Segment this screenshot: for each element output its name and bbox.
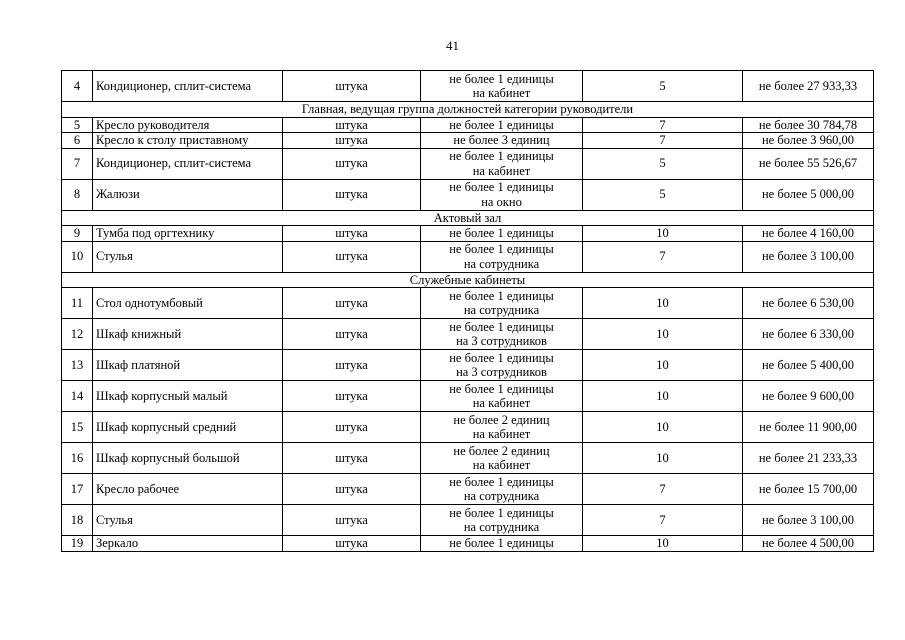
unit-cell: штука [283, 536, 421, 552]
quantity-line: на кабинет [472, 458, 531, 472]
row-number: 5 [62, 117, 93, 133]
price-cell: не более 27 933,33 [743, 71, 874, 102]
item-name: Кресло рабочее [93, 474, 283, 505]
price-cell: не более 11 900,00 [743, 412, 874, 443]
unit-cell: штука [283, 117, 421, 133]
item-name: Стулья [93, 505, 283, 536]
unit-cell: штука [283, 71, 421, 102]
quantity-cell [421, 412, 583, 443]
price-cell: не более 5 400,00 [743, 350, 874, 381]
price-cell: не более 21 233,33 [743, 443, 874, 474]
quantity-line: на 3 сотрудников [456, 365, 547, 379]
item-name: Кресло руководителя [93, 117, 283, 133]
price-cell: не более 3 960,00 [743, 133, 874, 149]
row-number: 9 [62, 226, 93, 242]
item-name: Шкаф корпусный средний [93, 412, 283, 443]
quantity-line: на кабинет [472, 396, 531, 410]
service-years-cell: 5 [583, 179, 743, 210]
quantity-cell [421, 288, 583, 319]
table-row [62, 226, 874, 242]
price-cell: не более 4 500,00 [743, 536, 874, 552]
quantity-line: не более 3 единиц [453, 133, 550, 147]
quantity-cell [421, 536, 583, 552]
table-row [62, 241, 874, 272]
row-number: 17 [62, 474, 93, 505]
section-header-row [62, 272, 874, 288]
unit-cell: штука [283, 226, 421, 242]
quantity-line: не более 1 единицы [449, 117, 554, 132]
quantity-line: на 3 сотрудников [456, 334, 547, 348]
service-years-cell: 10 [583, 288, 743, 319]
unit-cell: штука [283, 350, 421, 381]
price-cell: не более 3 100,00 [743, 241, 874, 272]
quantity-line: на сотрудника [463, 520, 540, 534]
table-row [62, 71, 874, 102]
quantity-cell [421, 443, 583, 474]
row-number: 8 [62, 179, 93, 210]
table-row [62, 443, 874, 474]
table-row [62, 179, 874, 210]
row-number: 15 [62, 412, 93, 443]
unit-cell: штука [283, 319, 421, 350]
quantity-line: не более 1 единицы [449, 381, 554, 396]
table-row [62, 381, 874, 412]
quantity-cell [421, 133, 583, 149]
quantity-cell [421, 381, 583, 412]
row-number: 18 [62, 505, 93, 536]
section-title: Актовый зал [62, 210, 874, 226]
row-number: 10 [62, 241, 93, 272]
service-years-cell: 10 [583, 226, 743, 242]
price-cell: не более 15 700,00 [743, 474, 874, 505]
quantity-line: не более 2 единиц [453, 443, 550, 458]
service-years-cell: 10 [583, 443, 743, 474]
unit-cell: штука [283, 133, 421, 149]
price-cell: не более 6 530,00 [743, 288, 874, 319]
item-name: Шкаф книжный [93, 319, 283, 350]
item-name: Шкаф корпусный малый [93, 381, 283, 412]
quantity-line: на сотрудника [463, 489, 540, 503]
quantity-cell [421, 179, 583, 210]
item-name: Жалюзи [93, 179, 283, 210]
section-title: Главная, ведущая группа должностей категории руководители [62, 102, 874, 118]
quantity-cell [421, 474, 583, 505]
quantity-line: не более 1 единицы [449, 180, 554, 194]
quantity-cell [421, 350, 583, 381]
service-years-cell: 7 [583, 474, 743, 505]
quantity-cell [421, 117, 583, 133]
quantity-line: не более 1 единицы [449, 288, 554, 303]
item-name: Кондиционер, сплит-система [93, 148, 283, 179]
quantity-line: не более 1 единицы [449, 149, 554, 163]
price-cell: не более 3 100,00 [743, 505, 874, 536]
row-number: 19 [62, 536, 93, 552]
furniture-norms-table [61, 70, 874, 552]
quantity-cell [421, 319, 583, 350]
quantity-line: не более 1 единицы [449, 505, 554, 520]
quantity-line: не более 1 единицы [449, 350, 554, 365]
price-cell: не более 4 160,00 [743, 226, 874, 242]
price-cell: не более 30 784,78 [743, 117, 874, 133]
table-row [62, 536, 874, 552]
quantity-cell [421, 226, 583, 242]
service-years-cell: 5 [583, 71, 743, 102]
item-name: Тумба под оргтехнику [93, 226, 283, 242]
price-cell: не более 5 000,00 [743, 179, 874, 210]
service-years-cell: 10 [583, 381, 743, 412]
item-name: Кресло к столу приставному [93, 133, 283, 149]
unit-cell: штука [283, 443, 421, 474]
section-header-row [62, 102, 874, 118]
row-number: 16 [62, 443, 93, 474]
unit-cell: штука [283, 241, 421, 272]
item-name: Шкаф платяной [93, 350, 283, 381]
quantity-cell [421, 505, 583, 536]
item-name: Стулья [93, 241, 283, 272]
quantity-line: на сотрудника [463, 303, 540, 317]
quantity-line: не более 1 единицы [449, 71, 554, 86]
unit-cell: штука [283, 381, 421, 412]
item-name: Шкаф корпусный большой [93, 443, 283, 474]
quantity-line: на кабинет [472, 163, 531, 178]
table-row [62, 505, 874, 536]
row-number: 12 [62, 319, 93, 350]
table-row [62, 133, 874, 149]
row-number: 11 [62, 288, 93, 319]
table-row [62, 319, 874, 350]
table-body [62, 71, 874, 552]
quantity-cell [421, 148, 583, 179]
unit-cell: штука [283, 288, 421, 319]
quantity-line: на сотрудника [463, 256, 540, 271]
table-row [62, 412, 874, 443]
unit-cell: штука [283, 474, 421, 505]
row-number: 4 [62, 71, 93, 102]
section-header-row [62, 210, 874, 226]
quantity-line: на кабинет [472, 427, 531, 441]
item-name: Кондиционер, сплит-система [93, 71, 283, 102]
quantity-line: на кабинет [472, 86, 531, 100]
price-cell: не более 9 600,00 [743, 381, 874, 412]
quantity-line: не более 1 единицы [449, 474, 554, 489]
price-cell: не более 6 330,00 [743, 319, 874, 350]
table-row [62, 350, 874, 381]
unit-cell: штука [283, 148, 421, 179]
quantity-line: не более 1 единицы [449, 536, 554, 550]
unit-cell: штука [283, 412, 421, 443]
item-name: Стол однотумбовый [93, 288, 283, 319]
table-row [62, 148, 874, 179]
row-number: 14 [62, 381, 93, 412]
price-cell: не более 55 526,67 [743, 148, 874, 179]
quantity-line: не более 1 единицы [449, 226, 554, 240]
quantity-line: не более 2 единиц [453, 412, 550, 427]
quantity-line: не более 1 единицы [449, 319, 554, 334]
unit-cell: штука [283, 505, 421, 536]
quantity-cell [421, 241, 583, 272]
service-years-cell: 7 [583, 241, 743, 272]
service-years-cell: 10 [583, 536, 743, 552]
page-number: 41 [446, 38, 459, 53]
table-row [62, 117, 874, 133]
service-years-cell: 7 [583, 505, 743, 536]
item-name: Зеркало [93, 536, 283, 552]
quantity-cell [421, 71, 583, 102]
table-row [62, 288, 874, 319]
row-number: 7 [62, 148, 93, 179]
quantity-line: на окно [481, 194, 522, 209]
service-years-cell: 7 [583, 117, 743, 133]
table-row [62, 474, 874, 505]
row-number: 6 [62, 133, 93, 149]
row-number: 13 [62, 350, 93, 381]
section-title: Служебные кабинеты [62, 272, 874, 288]
service-years-cell: 10 [583, 350, 743, 381]
service-years-cell: 10 [583, 319, 743, 350]
service-years-cell: 5 [583, 148, 743, 179]
quantity-line: не более 1 единицы [449, 242, 554, 256]
service-years-cell: 7 [583, 133, 743, 149]
service-years-cell: 10 [583, 412, 743, 443]
unit-cell: штука [283, 179, 421, 210]
